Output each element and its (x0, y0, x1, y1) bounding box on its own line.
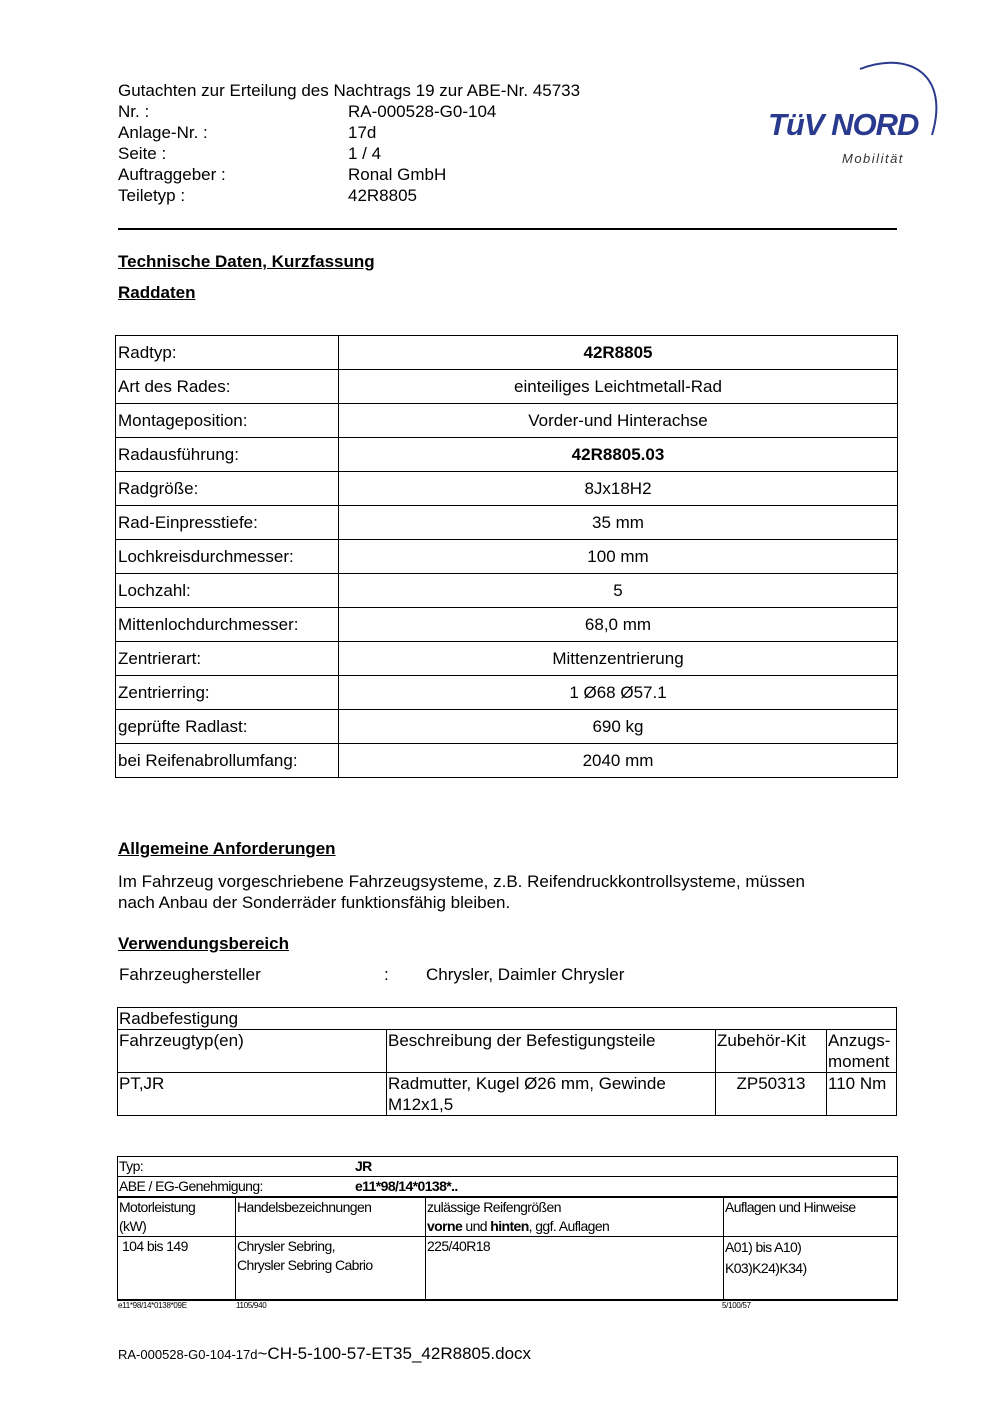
raddaten-value: 100 mm (339, 540, 898, 574)
bef-cell-kit: ZP50313 (716, 1073, 827, 1116)
raddaten-row (116, 642, 898, 676)
typ-name-line-2: Chrysler Sebring Cabrio (237, 1257, 373, 1273)
bef-cell-beschreibung (387, 1073, 716, 1116)
typ-cell-auflagen (724, 1237, 898, 1300)
raddaten-row (116, 608, 898, 642)
header-row-label: Nr. : (118, 102, 150, 121)
radbefestigung-title: Radbefestigung (118, 1008, 897, 1030)
header-row-label: Auftraggeber : (118, 165, 226, 184)
header-row-label: Anlage-Nr. : (118, 123, 208, 142)
raddaten-value: 42R8805.03 (339, 438, 898, 472)
allgemeine-text-line-1: Im Fahrzeug vorgeschriebene Fahrzeugsysteme, z.B. Reifendruckkontrollsysteme, müssen (118, 872, 805, 891)
allgemeine-text (118, 871, 898, 913)
raddaten-value: 2040 mm (339, 744, 898, 778)
raddaten-row (116, 370, 898, 404)
footer-filename-suffix: ~CH-5-100-57-ET35_42R8805.docx (257, 1344, 532, 1363)
raddaten-label: Zentrierring: (116, 676, 339, 710)
bef-header-zubehoer: Zubehör-Kit (716, 1030, 827, 1073)
tuv-nord-logo (760, 55, 945, 175)
bef-cell-moment: 110 Nm (827, 1073, 897, 1116)
typ-footnote-approval: e11*98/14*0138*09E (118, 1301, 187, 1310)
raddaten-value: 690 kg (339, 710, 898, 744)
logo-brand: TüV NORD (768, 107, 919, 142)
typ-footnote-pattern: 5/100/57 (722, 1301, 751, 1310)
raddaten-label: Radausführung: (116, 438, 339, 472)
bef-header-fahrzeugtyp: Fahrzeugtyp(en) (118, 1030, 387, 1073)
typ-label: Typ: (119, 1158, 144, 1174)
typ-auflagen-line-2: K03)K24)K34) (725, 1260, 807, 1276)
typ-header-und: und (462, 1218, 491, 1234)
typ-header-auflagen: Auflagen und Hinweise (724, 1197, 898, 1237)
raddaten-label: geprüfte Radlast: (116, 710, 339, 744)
raddaten-label: Rad-Einpresstiefe: (116, 506, 339, 540)
bef-beschreibung-line-1: Radmutter, Kugel Ø26 mm, Gewinde (388, 1074, 666, 1093)
raddaten-value: Mittenzentrierung (339, 642, 898, 676)
header-row (118, 143, 381, 164)
raddaten-value: 8Jx18H2 (339, 472, 898, 506)
abe-value: e11*98/14*0138*.. (355, 1178, 458, 1194)
typ-header-auflagen-suffix: , ggf. Auflagen (528, 1218, 610, 1234)
typ-header-reifengroessen (426, 1197, 724, 1237)
typ-cell-reifen: 225/40R18 (426, 1237, 724, 1300)
header-row-label: Seite : (118, 144, 167, 163)
raddaten-row (116, 710, 898, 744)
raddaten-value: Vorder-und Hinterachse (339, 404, 898, 438)
abe-label: ABE / EG-Genehmigung: (119, 1178, 263, 1194)
raddaten-row (116, 744, 898, 778)
typ-header-motorleistung-2: (kW) (119, 1218, 147, 1234)
raddaten-label: Mittenlochdurchmesser: (116, 608, 339, 642)
raddaten-label: Lochkreisdurchmesser: (116, 540, 339, 574)
hersteller-value: Chrysler, Daimler Chrysler (426, 965, 625, 984)
header-divider (118, 228, 897, 230)
typ-header-hinten: hinten (490, 1218, 529, 1234)
raddaten-row (116, 472, 898, 506)
raddaten-row (116, 540, 898, 574)
section-heading-allgemeine: Allgemeine Anforderungen (118, 839, 336, 858)
raddaten-value: einteiliges Leichtmetall-Rad (339, 370, 898, 404)
document-title: Gutachten zur Erteilung des Nachtrags 19 zur ABE-Nr. 45733 (118, 81, 581, 100)
typ-table (117, 1156, 898, 1301)
footer-filename (118, 1344, 531, 1364)
footer-filename-prefix: RA-000528-G0-104-17d (118, 1347, 258, 1362)
radbefestigung-table (117, 1007, 897, 1116)
typ-header-reifen-1: zulässige Reifengrößen (427, 1199, 561, 1215)
section-heading-raddaten: Raddaten (118, 283, 196, 302)
raddaten-row (116, 404, 898, 438)
bef-cell-typ: PT,JR (118, 1073, 387, 1116)
typ-name-line-1: Chrysler Sebring, (237, 1238, 335, 1254)
raddaten-row (116, 438, 898, 472)
header-row (118, 185, 417, 206)
typ-cell-kw: 104 bis 149 (118, 1237, 236, 1300)
raddaten-label: Radtyp: (116, 336, 339, 370)
raddaten-label: Lochzahl: (116, 574, 339, 608)
typ-auflagen-line-1: A01) bis A10) (725, 1239, 802, 1255)
raddaten-value: 5 (339, 574, 898, 608)
raddaten-value: 35 mm (339, 506, 898, 540)
header-row-value: Ronal GmbH (348, 165, 447, 184)
typ-row (118, 1157, 898, 1177)
raddaten-value: 68,0 mm (339, 608, 898, 642)
typ-footnote-code: 1105/940 (236, 1301, 267, 1310)
typ-value: JR (355, 1158, 372, 1174)
typ-header-vorne: vorne (427, 1218, 463, 1234)
raddaten-label: Radgröße: (116, 472, 339, 506)
typ-header-reifen-2 (427, 1217, 722, 1236)
header-row-label: Teiletyp : (118, 186, 186, 205)
raddaten-row (116, 574, 898, 608)
header-row-value: 1 / 4 (348, 144, 382, 163)
header-row-value: 17d (348, 123, 377, 142)
raddaten-table (115, 335, 898, 778)
raddaten-value: 42R8805 (339, 336, 898, 370)
raddaten-row (116, 506, 898, 540)
bef-header-anzugs: Anzugs- (828, 1031, 891, 1050)
section-heading-technische: Technische Daten, Kurzfassung (118, 252, 375, 271)
raddaten-row (116, 676, 898, 710)
hersteller-label: Fahrzeughersteller (119, 965, 261, 984)
header-row-value: RA-000528-G0-104 (348, 102, 497, 121)
bef-header-beschreibung: Beschreibung der Befestigungsteile (387, 1030, 716, 1073)
header-row (118, 122, 376, 143)
header-row (118, 101, 496, 122)
hersteller-separator: : (384, 965, 389, 984)
header-row (118, 164, 446, 185)
typ-header-handelsbezeichnungen: Handelsbezeichnungen (236, 1197, 426, 1237)
logo-subtitle: Mobilität (842, 151, 904, 166)
raddaten-label: Montageposition: (116, 404, 339, 438)
bef-beschreibung-line-2: M12x1,5 (388, 1095, 454, 1114)
raddaten-row (116, 336, 898, 370)
header-row-value: 42R8805 (348, 186, 418, 205)
typ-header-motorleistung (118, 1197, 236, 1237)
bef-header-anzugsmoment (827, 1030, 897, 1073)
allgemeine-text-line-2: nach Anbau der Sonderräder funktionsfähig bleiben. (118, 893, 511, 912)
abe-row (118, 1177, 898, 1198)
raddaten-label: bei Reifenabrollumfang: (116, 744, 339, 778)
raddaten-value: 1 Ø68 Ø57.1 (339, 676, 898, 710)
bef-header-moment: moment (828, 1052, 890, 1071)
typ-cell-handelsbezeichnung (236, 1237, 426, 1300)
raddaten-label: Art des Rades: (116, 370, 339, 404)
raddaten-label: Zentrierart: (116, 642, 339, 676)
typ-header-motorleistung-1: Motorleistung (119, 1199, 196, 1215)
section-heading-verwendung: Verwendungsbereich (118, 934, 289, 953)
